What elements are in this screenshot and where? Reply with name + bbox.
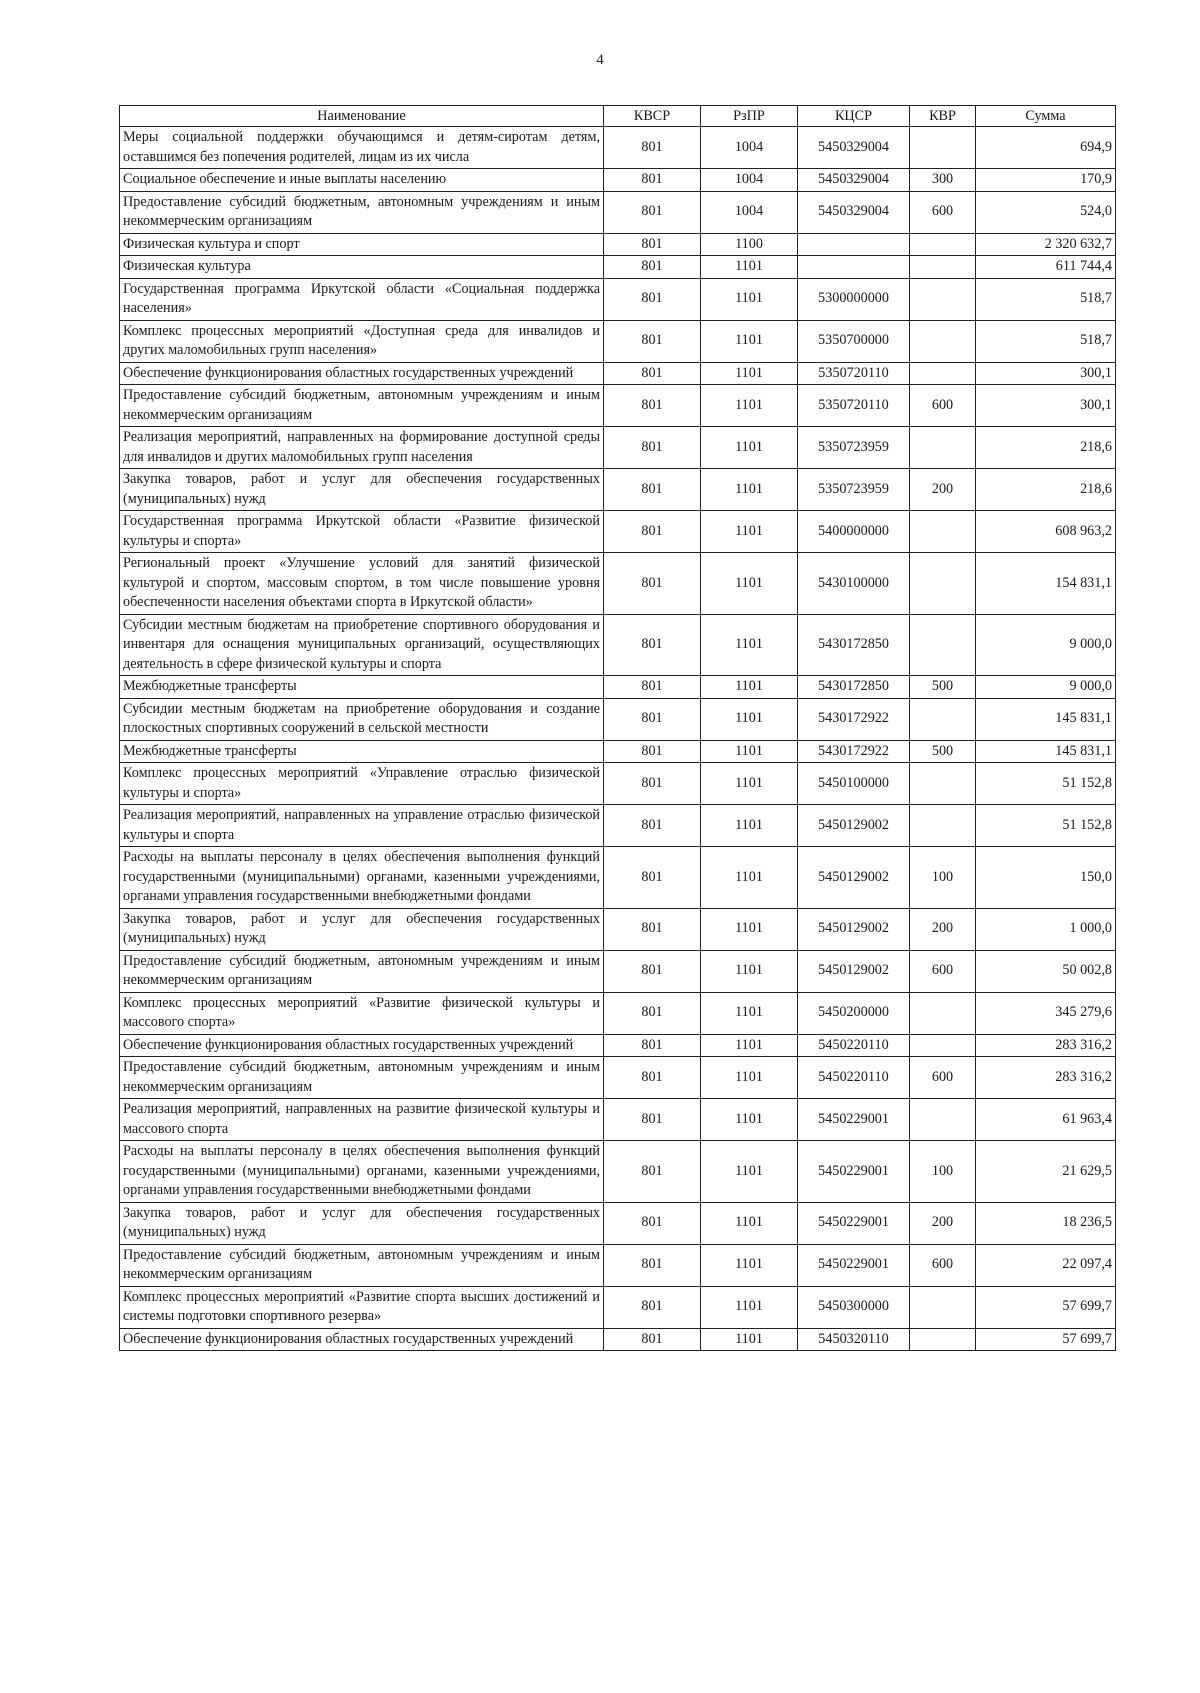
cell-sum: 1 000,0: [976, 908, 1116, 950]
cell-rzpr: 1004: [701, 127, 798, 169]
cell-sum: 22 097,4: [976, 1244, 1116, 1286]
cell-kvsr: 801: [604, 1099, 701, 1141]
cell-kcsr: 5450129002: [798, 950, 910, 992]
cell-sum: 2 320 632,7: [976, 233, 1116, 256]
table-row: [120, 278, 1116, 320]
cell-name: Закупка товаров, работ и услуг для обеспечения государственных (муниципальных) нужд: [120, 469, 604, 511]
cell-sum: 524,0: [976, 191, 1116, 233]
cell-kvsr: 801: [604, 385, 701, 427]
cell-kcsr: 5350700000: [798, 320, 910, 362]
cell-sum: 50 002,8: [976, 950, 1116, 992]
cell-sum: 608 963,2: [976, 511, 1116, 553]
table-row: [120, 698, 1116, 740]
cell-kcsr: 5450229001: [798, 1202, 910, 1244]
cell-rzpr: 1101: [701, 992, 798, 1034]
cell-rzpr: 1101: [701, 1141, 798, 1203]
table-row: [120, 1286, 1116, 1328]
cell-kvsr: 801: [604, 127, 701, 169]
cell-kvsr: 801: [604, 362, 701, 385]
cell-kvsr: 801: [604, 908, 701, 950]
cell-kvsr: 801: [604, 256, 701, 279]
cell-kvsr: 801: [604, 992, 701, 1034]
cell-rzpr: 1101: [701, 740, 798, 763]
table-row: [120, 191, 1116, 233]
cell-kvr: [910, 1328, 976, 1351]
cell-sum: 150,0: [976, 847, 1116, 909]
cell-kvr: [910, 553, 976, 615]
header-sum: Сумма: [976, 106, 1116, 127]
cell-kvsr: 801: [604, 847, 701, 909]
table-row: [120, 1099, 1116, 1141]
cell-kcsr: 5350720110: [798, 362, 910, 385]
cell-name: Обеспечение функционирования областных государственных учреждений: [120, 362, 604, 385]
cell-rzpr: 1101: [701, 950, 798, 992]
cell-name: Реализация мероприятий, направленных на развитие физической культуры и массового спорта: [120, 1099, 604, 1141]
table-row: [120, 127, 1116, 169]
cell-name: Предоставление субсидий бюджетным, автономным учреждениям и иным некоммерческим организациям: [120, 1244, 604, 1286]
cell-rzpr: 1101: [701, 256, 798, 279]
cell-rzpr: 1101: [701, 1099, 798, 1141]
cell-kcsr: 5450129002: [798, 847, 910, 909]
table-row: [120, 1034, 1116, 1057]
cell-kvsr: 801: [604, 278, 701, 320]
cell-kvsr: 801: [604, 676, 701, 699]
cell-kvr: 200: [910, 1202, 976, 1244]
header-name: Наименование: [120, 106, 604, 127]
cell-name: Региональный проект «Улучшение условий для занятий физической культурой и спортом, массовым спортом, в том числе повышение уровня обеспеченности населения объектами спорта в Иркутской области»: [120, 553, 604, 615]
cell-rzpr: 1101: [701, 278, 798, 320]
cell-kcsr: [798, 256, 910, 279]
cell-name: Межбюджетные трансферты: [120, 740, 604, 763]
table-row: [120, 950, 1116, 992]
cell-kvsr: 801: [604, 740, 701, 763]
cell-rzpr: 1101: [701, 698, 798, 740]
cell-sum: 51 152,8: [976, 805, 1116, 847]
budget-table: [119, 105, 1116, 1351]
table-row: [120, 469, 1116, 511]
cell-name: Закупка товаров, работ и услуг для обеспечения государственных (муниципальных) нужд: [120, 1202, 604, 1244]
cell-name: Обеспечение функционирования областных государственных учреждений: [120, 1328, 604, 1351]
cell-kvr: 300: [910, 169, 976, 192]
header-kvr: КВР: [910, 106, 976, 127]
cell-kvsr: 801: [604, 698, 701, 740]
cell-kcsr: 5450229001: [798, 1141, 910, 1203]
cell-kcsr: 5430172922: [798, 740, 910, 763]
cell-rzpr: 1101: [701, 511, 798, 553]
cell-kvr: [910, 427, 976, 469]
cell-kvsr: 801: [604, 1202, 701, 1244]
cell-name: Предоставление субсидий бюджетным, автономным учреждениям и иным некоммерческим организациям: [120, 950, 604, 992]
table-row: [120, 992, 1116, 1034]
cell-name: Межбюджетные трансферты: [120, 676, 604, 699]
cell-kcsr: 5430100000: [798, 553, 910, 615]
cell-kvr: 600: [910, 191, 976, 233]
cell-kvr: 600: [910, 1057, 976, 1099]
cell-sum: 18 236,5: [976, 1202, 1116, 1244]
cell-rzpr: 1101: [701, 362, 798, 385]
cell-kcsr: 5450300000: [798, 1286, 910, 1328]
cell-rzpr: 1101: [701, 385, 798, 427]
cell-rzpr: 1101: [701, 1034, 798, 1057]
cell-name: Предоставление субсидий бюджетным, автономным учреждениям и иным некоммерческим организациям: [120, 1057, 604, 1099]
cell-kvr: [910, 320, 976, 362]
cell-name: Физическая культура и спорт: [120, 233, 604, 256]
table-row: [120, 908, 1116, 950]
cell-kcsr: 5430172922: [798, 698, 910, 740]
cell-kvsr: 801: [604, 763, 701, 805]
cell-name: Меры социальной поддержки обучающимся и детям-сиротам детям, оставшимся без попечения родителей, лицам из их числа: [120, 127, 604, 169]
cell-kvr: [910, 1034, 976, 1057]
cell-kvr: [910, 698, 976, 740]
cell-sum: 300,1: [976, 385, 1116, 427]
cell-kvr: 500: [910, 740, 976, 763]
cell-sum: 283 316,2: [976, 1034, 1116, 1057]
cell-rzpr: 1101: [701, 1202, 798, 1244]
cell-rzpr: 1101: [701, 469, 798, 511]
cell-kvsr: 801: [604, 805, 701, 847]
cell-rzpr: 1101: [701, 908, 798, 950]
cell-kcsr: 5400000000: [798, 511, 910, 553]
cell-name: Реализация мероприятий, направленных на формирование доступной среды для инвалидов и других маломобильных групп населения: [120, 427, 604, 469]
page-number: 4: [596, 52, 604, 68]
cell-rzpr: 1101: [701, 1057, 798, 1099]
cell-name: Обеспечение функционирования областных государственных учреждений: [120, 1034, 604, 1057]
cell-sum: 218,6: [976, 427, 1116, 469]
cell-kcsr: 5450229001: [798, 1099, 910, 1141]
table-row: [120, 847, 1116, 909]
cell-kcsr: 5450329004: [798, 127, 910, 169]
cell-kvsr: 801: [604, 191, 701, 233]
cell-kcsr: 5450129002: [798, 805, 910, 847]
cell-rzpr: 1101: [701, 1328, 798, 1351]
cell-rzpr: 1101: [701, 763, 798, 805]
cell-rzpr: 1101: [701, 1286, 798, 1328]
cell-kvr: [910, 278, 976, 320]
cell-kvr: 600: [910, 950, 976, 992]
cell-kcsr: 5450220110: [798, 1034, 910, 1057]
table-row: [120, 553, 1116, 615]
cell-kvr: 100: [910, 1141, 976, 1203]
cell-sum: 61 963,4: [976, 1099, 1116, 1141]
cell-rzpr: 1100: [701, 233, 798, 256]
cell-kvr: [910, 511, 976, 553]
cell-sum: 518,7: [976, 278, 1116, 320]
cell-kcsr: 5450200000: [798, 992, 910, 1034]
header-rzpr: РзПР: [701, 106, 798, 127]
table-row: [120, 427, 1116, 469]
cell-rzpr: 1004: [701, 191, 798, 233]
cell-name: Субсидии местным бюджетам на приобретение оборудования и создание плоскостных спортивных сооружений в сельской местности: [120, 698, 604, 740]
cell-name: Государственная программа Иркутской области «Социальная поддержка населения»: [120, 278, 604, 320]
cell-name: Социальное обеспечение и иные выплаты населению: [120, 169, 604, 192]
table-row: [120, 763, 1116, 805]
cell-kvr: [910, 992, 976, 1034]
cell-name: Комплекс процессных мероприятий «Управление отраслью физической культуры и спорта»: [120, 763, 604, 805]
cell-kvr: [910, 362, 976, 385]
table-row: [120, 1328, 1116, 1351]
table-row: [120, 1202, 1116, 1244]
header-kcsr: КЦСР: [798, 106, 910, 127]
cell-kvsr: 801: [604, 1328, 701, 1351]
cell-name: Реализация мероприятий, направленных на управление отраслью физической культуры и спорта: [120, 805, 604, 847]
cell-kvsr: 801: [604, 1141, 701, 1203]
cell-kvr: 600: [910, 1244, 976, 1286]
header-kvsr: КВСР: [604, 106, 701, 127]
cell-kvsr: 801: [604, 233, 701, 256]
cell-sum: 300,1: [976, 362, 1116, 385]
cell-kvr: [910, 256, 976, 279]
cell-kvr: [910, 127, 976, 169]
cell-kvsr: 801: [604, 1286, 701, 1328]
cell-sum: 170,9: [976, 169, 1116, 192]
cell-kvr: [910, 763, 976, 805]
cell-name: Расходы на выплаты персоналу в целях обеспечения выполнения функций государственными (муниципальными) органами, казенными учреждениями, органами управления государственными внебюджетными фондами: [120, 1141, 604, 1203]
cell-kcsr: 5450320110: [798, 1328, 910, 1351]
table-row: [120, 676, 1116, 699]
cell-kcsr: 5300000000: [798, 278, 910, 320]
cell-sum: 345 279,6: [976, 992, 1116, 1034]
cell-kcsr: [798, 233, 910, 256]
cell-rzpr: 1101: [701, 614, 798, 676]
cell-rzpr: 1101: [701, 553, 798, 615]
cell-sum: 611 744,4: [976, 256, 1116, 279]
table-row: [120, 805, 1116, 847]
cell-kvsr: 801: [604, 169, 701, 192]
table-row: [120, 1057, 1116, 1099]
cell-rzpr: 1101: [701, 320, 798, 362]
table-row: [120, 740, 1116, 763]
cell-kvr: [910, 1286, 976, 1328]
table-row: [120, 362, 1116, 385]
cell-name: Государственная программа Иркутской области «Развитие физической культуры и спорта»: [120, 511, 604, 553]
cell-sum: 57 699,7: [976, 1286, 1116, 1328]
cell-kcsr: 5450129002: [798, 908, 910, 950]
cell-kcsr: 5450329004: [798, 191, 910, 233]
cell-kvsr: 801: [604, 427, 701, 469]
cell-name: Комплекс процессных мероприятий «Развитие физической культуры и массового спорта»: [120, 992, 604, 1034]
cell-sum: 21 629,5: [976, 1141, 1116, 1203]
cell-kvsr: 801: [604, 320, 701, 362]
cell-sum: 218,6: [976, 469, 1116, 511]
table-row: [120, 233, 1116, 256]
cell-sum: 154 831,1: [976, 553, 1116, 615]
cell-kvsr: 801: [604, 469, 701, 511]
cell-rzpr: 1101: [701, 847, 798, 909]
table-row: [120, 385, 1116, 427]
cell-name: Предоставление субсидий бюджетным, автономным учреждениям и иным некоммерческим организациям: [120, 385, 604, 427]
cell-rzpr: 1004: [701, 169, 798, 192]
cell-sum: 9 000,0: [976, 614, 1116, 676]
cell-kvr: 200: [910, 908, 976, 950]
table-row: [120, 1141, 1116, 1203]
cell-rzpr: 1101: [701, 676, 798, 699]
cell-kvsr: 801: [604, 553, 701, 615]
cell-kvr: [910, 233, 976, 256]
table-row: [120, 511, 1116, 553]
cell-kvr: [910, 614, 976, 676]
cell-kvsr: 801: [604, 1244, 701, 1286]
cell-sum: 145 831,1: [976, 740, 1116, 763]
cell-name: Предоставление субсидий бюджетным, автономным учреждениям и иным некоммерческим организациям: [120, 191, 604, 233]
cell-kcsr: 5350723959: [798, 469, 910, 511]
cell-kvsr: 801: [604, 1034, 701, 1057]
cell-name: Субсидии местным бюджетам на приобретение спортивного оборудования и инвентаря для оснащения муниципальных организаций, осуществляющих деятельность в сфере физической культуры и спорта: [120, 614, 604, 676]
cell-kcsr: 5450329004: [798, 169, 910, 192]
table-row: [120, 320, 1116, 362]
cell-kcsr: 5350723959: [798, 427, 910, 469]
cell-kvsr: 801: [604, 614, 701, 676]
cell-sum: 518,7: [976, 320, 1116, 362]
cell-rzpr: 1101: [701, 1244, 798, 1286]
table-row: [120, 614, 1116, 676]
cell-kcsr: 5450220110: [798, 1057, 910, 1099]
table-row: [120, 1244, 1116, 1286]
cell-kvr: 100: [910, 847, 976, 909]
cell-kvr: 500: [910, 676, 976, 699]
cell-sum: 283 316,2: [976, 1057, 1116, 1099]
cell-name: Закупка товаров, работ и услуг для обеспечения государственных (муниципальных) нужд: [120, 908, 604, 950]
cell-name: Комплекс процессных мероприятий «Развитие спорта высших достижений и системы подготовки спортивного резерва»: [120, 1286, 604, 1328]
cell-rzpr: 1101: [701, 805, 798, 847]
cell-sum: 9 000,0: [976, 676, 1116, 699]
table-body: [120, 127, 1116, 1351]
cell-kvsr: 801: [604, 950, 701, 992]
table-header-row: [120, 106, 1116, 127]
cell-kvsr: 801: [604, 511, 701, 553]
table-row: [120, 256, 1116, 279]
cell-kvsr: 801: [604, 1057, 701, 1099]
cell-kcsr: 5350720110: [798, 385, 910, 427]
cell-sum: 145 831,1: [976, 698, 1116, 740]
cell-kcsr: 5430172850: [798, 614, 910, 676]
cell-kvr: [910, 1099, 976, 1141]
cell-kvr: 200: [910, 469, 976, 511]
cell-kvr: 600: [910, 385, 976, 427]
cell-name: Физическая культура: [120, 256, 604, 279]
cell-kcsr: 5450100000: [798, 763, 910, 805]
cell-sum: 57 699,7: [976, 1328, 1116, 1351]
cell-sum: 51 152,8: [976, 763, 1116, 805]
cell-name: Комплекс процессных мероприятий «Доступная среда для инвалидов и других маломобильных групп населения»: [120, 320, 604, 362]
cell-kvr: [910, 805, 976, 847]
cell-sum: 694,9: [976, 127, 1116, 169]
cell-kcsr: 5450229001: [798, 1244, 910, 1286]
cell-name: Расходы на выплаты персоналу в целях обеспечения выполнения функций государственными (муниципальными) органами, казенными учреждениями, органами управления государственными внебюджетными фондами: [120, 847, 604, 909]
table-row: [120, 169, 1116, 192]
cell-rzpr: 1101: [701, 427, 798, 469]
cell-kcsr: 5430172850: [798, 676, 910, 699]
